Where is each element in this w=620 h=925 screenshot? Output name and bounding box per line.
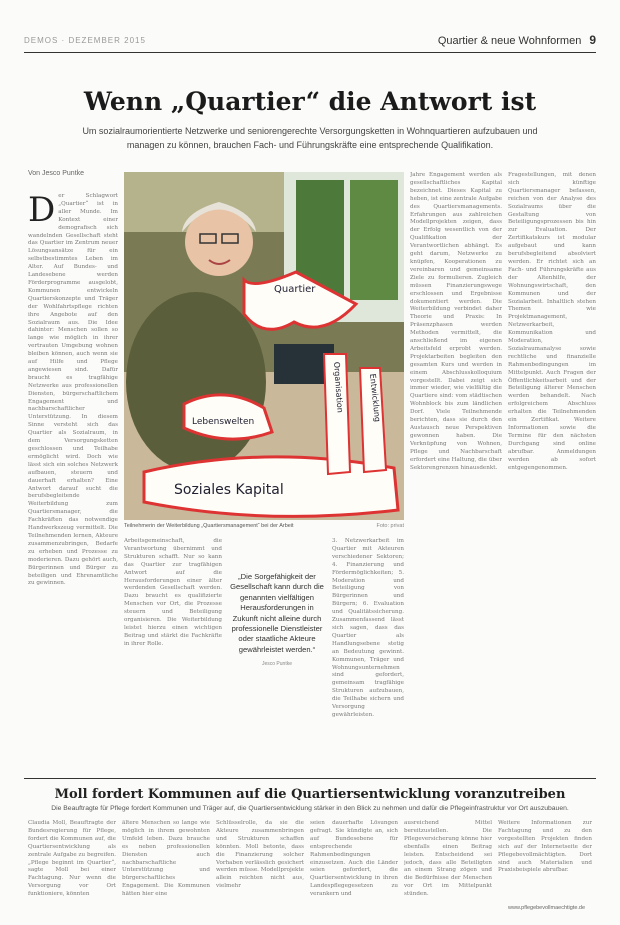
bottom-link[interactable]: www.pflegebevollmaechtigte.de: [508, 905, 586, 911]
article-column-2: Jahre Engagement werden als gesellschaftliches Kapital bezeichnet. Dieses Kapital zu heben, ist eine zentrale Aufgabe des Quartiersmanagements. Erfahrungen aus zahlreichen Modellprojekten zeigen, dass der Erfolg wesentlich von der Qualifikation der Verantwortlichen abhängt. Es geht darum, Netzwerke zu knüpfen, Kooperationen zu vereinbaren und gemeinsame Ziele zu formulieren. Zugleich müssen Finanzierungswege erschlossen und Ergebnisse dokumentiert werden. Die Weiterbildung verbindet daher Theorie und Praxis: In Präsenzphasen werden Methoden vermittelt, die anschließend im eigenen Arbeitsfeld erprobt werden. Projektarbeiten begleiten den gesamten Kurs und werden in einem Abschlusskolloquium vorgestellt. Dabei zeigt sich immer wieder, wie vielfältig die Quartiere sind: vom städtischen Wohnblock bis zum ländlichen Dorf. Viele Teilnehmende berichten, dass sie durch den Austausch neue Perspektiven gewonnen haben. Die Verknüpfung von Wohnen, Pflege und Nachbarschaft erfordert eine Haltung, die über Sektorengrenzen hinausdenkt.: [410, 172, 502, 471]
article-below-photo-1: Arbeitsgemeinschaft, die Verantwortung übernimmt und Strukturen schafft. Nur so kann das Quartier zur tragfähigen Antwort auf die Herausforderungen einer älter werdenden Gesellschaft werden. Dazu braucht es qualifizierte Menschen vor Ort, die Prozesse steuern und Beteiligung organisieren. Die Weiterbildung leistet hierzu einen wichtigen Beitrag und stärkt die Fachkräfte in ihrer Rolle.: [124, 538, 222, 647]
photo-caption-text: Teilnehmerin der Weiterbildung „Quartiersmanagement“ bei der Arbeit: [124, 523, 294, 529]
card-lebenswelten: Lebenswelten: [192, 417, 255, 427]
photo-illustration: [124, 172, 404, 520]
bottom-column-4: seien dauerhafte Lösungen gefragt. Sie kündigte an, sich auf Bundesebene für entsprechende Rahmenbedingungen einzusetzen. Auch die Länder seien gefordert, die Quartiersentwicklung in ihren Landespflegegesetzen zu verankern und: [310, 820, 398, 898]
article-below-photo-2: 3. Netzwerkarbeit im Quartier mit Akteuren verschiedener Sektoren; 4. Finanzierung und Fördermöglichkeiten; 5. Moderation und Beteiligung von Bürgerinnen und Bürgern; 6. Evaluation und Qualitätssicherung. Zusammenfassend lässt sich sagen, dass das Quartier als Handlungsebene stetig an Bedeutung gewinnt. Kommunen, Träger und Wohnungsunternehmen sind gefordert, gemeinsam tragfähige Strukturen aufzubauen, die Teilhabe sichern und Versorgung gewährleisten.: [332, 538, 404, 718]
header-rule: [24, 52, 596, 53]
bottom-deck: Die Beauftragte für Pflege fordert Kommunen und Träger auf, die Quartiersentwicklung stärker in den Blick zu nehmen und dafür die Pflegeinfrastruktur vor Ort auszubauen.: [51, 805, 569, 812]
card-soziales-kapital: Soziales Kapital: [174, 482, 284, 498]
card-entwicklung: Entwicklung: [368, 373, 383, 423]
photo-credit: Foto: privat: [376, 523, 404, 529]
bottom-headline: Moll fordert Kommunen auf die Quartiersentwicklung voranzutreiben: [54, 787, 566, 802]
article-column-3: Fragestellungen, mit denen sich künftige Quartiersmanager befassen, reichen von der Analyse des Sozialraums über die Gestaltung von Beteiligungsprozessen bis hin zur Evaluation. Der Zertifikatskurs ist modular aufgebaut und kann berufsbegleitend absolviert werden. Er richtet sich an Fach- und Führungskräfte aus der Altenhilfe, der Wohnungswirtschaft, den Kommunen und der Sozialarbeit. Inhaltlich stehen Themen wie Projektmanagement, Netzwerkarbeit, Kommunikation und Moderation, Sozialraumanalyse sowie rechtliche und finanzielle Rahmenbedingungen im Mittelpunkt. Auch Fragen der Öffentlichkeitsarbeit und der Beteiligung älterer Menschen werden behandelt. Nach erfolgreichem Abschluss erhalten die Teilnehmenden ein Zertifikat. Weitere Informationen sowie die Termine für den nächsten Durchgang sind online abrufbar. Anmeldungen werden ab sofort entgegengenommen.: [508, 172, 596, 471]
page-number: 9: [589, 33, 596, 47]
article-column-1-text: er Schlagwort „Quartier“ ist in aller Munde. Im Kontext einer demografisch sich wandelnden Gesellschaft steht das Quartier im Zentrum neuer Lösungsansätze für ein selbstbestimmtes Leben im Alter. Auf Bundes- und Landesebene werden Förderprogramme ausgelobt, Kommunen entwickeln Quartierskonzepte und Träger der Wohlfahrtspflege richten ihre Angebote auf den Sozialraum aus. Die Idee dahinter: Menschen sollen so lange wie möglich in ihrer vertrauten Umgebung wohnen bleiben können, auch wenn sie auf Hilfe und Pflege angewiesen sind. Dafür braucht es tragfähige Netzwerke aus professionellen Diensten, bürgerschaftlichem Engagement und nachbarschaftlicher Unterstützung. In diesem Sinne versteht sich das Quartier als Sozialraum, in dem Versorgungsketten geschlossen und Teilhabe ermöglicht wird. Doch wie lässt sich ein solches Netzwerk aufbauen, steuern und dauerhaft erhalten? Eine Antwort darauf sucht die berufsbegleitende Weiterbildung zum Quartiersmanager, die Fachkräften das notwendige Handwerkszeug vermittelt. Die Teilnehmenden lernen, Akteure zusammenzubringen, Bedarfe zu erheben und Prozesse zu moderieren. Dazu gehört auch, Bürgerinnen und Bürger zu beteiligen und Ehrenamtliche zu gewinnen.: [28, 193, 118, 587]
bottom-column-5: ausreichend Mittel bereitzustellen. Die Pflegeversicherung könne hier ebenfalls einen Beitrag leisten. Entscheidend sei jedoch, dass alle Beteiligten an einem Strang zögen und die Bedürfnisse der Menschen vor Ort im Mittelpunkt stünden.: [404, 820, 492, 898]
issue-label: DEMOS · DEZEMBER 2015: [24, 36, 146, 45]
section-rule: [24, 778, 596, 779]
article-column-1: [28, 193, 118, 768]
bottom-column-6: Weitere Informationen zur Fachtagung und zu den vorgestellten Projekten finden sich auf der Internetseite der Pflegebevollmächtigten. Dort sind auch Materialien und Praxisbeispiele abrufbar.: [498, 820, 592, 874]
pull-quote-source: Jesco Puntke: [261, 661, 293, 668]
bottom-column-1: Claudia Moll, Beauftragte der Bundesregierung für Pflege, fordert die Kommunen auf, die Quartiersentwicklung als zentrale Aufgabe zu begreifen. „Pflege beginnt im Quartier“, sagte Moll bei einer Fachtagung. Nur wenn die Versorgung vor Ort funktioniere, könnten: [28, 820, 116, 898]
card-quartier: Quartier: [274, 284, 316, 295]
bottom-column-2: ältere Menschen so lange wie möglich in ihrem gewohnten Umfeld leben. Dazu brauche es neben professionellen Diensten auch nachbarschaftliche Unterstützung und bürgerschaftliches Engagement. Die Kommunen hätten hier eine: [122, 820, 210, 898]
drop-cap: D: [28, 193, 56, 230]
card-organisation: Organisation: [332, 361, 345, 414]
pull-quote-text: „Die Sorgefähigkeit der Gesellschaft kann durch die genannten vielfältigen Herausforderungen in Zukunft nicht alleine durch professionelle Dienstleister oder staatliche Akteure gewährleistet werden.“: [230, 572, 324, 654]
article-headline: Wenn „Quartier“ die Antwort ist: [83, 87, 537, 116]
photo-caption: [124, 523, 404, 529]
page-header: [24, 33, 596, 49]
bottom-column-3: Schlüsselrolle, da sie die Akteure zusammenbringen und Strukturen schaffen könnten. Moll betonte, dass die Finanzierung solcher Vorhaben verlässlich gesichert werden müsse. Modellprojekte allein reichten nicht aus, vielmehr: [216, 820, 304, 890]
pull-quote: [228, 572, 326, 670]
section-title: [438, 33, 596, 47]
article-deck: Um sozialraumorientierte Netzwerke und seniorengerechte Versorgungsketten in Wohnquartieren aufzubauen und managen zu können, brauchen Fach- und Führungskräfte eine entsprechende Qualifikation.: [82, 126, 538, 150]
article-photo: [124, 172, 404, 520]
byline: Von Jesco Puntke: [28, 170, 85, 177]
section-name: Quartier & neue Wohnformen: [437, 35, 582, 47]
